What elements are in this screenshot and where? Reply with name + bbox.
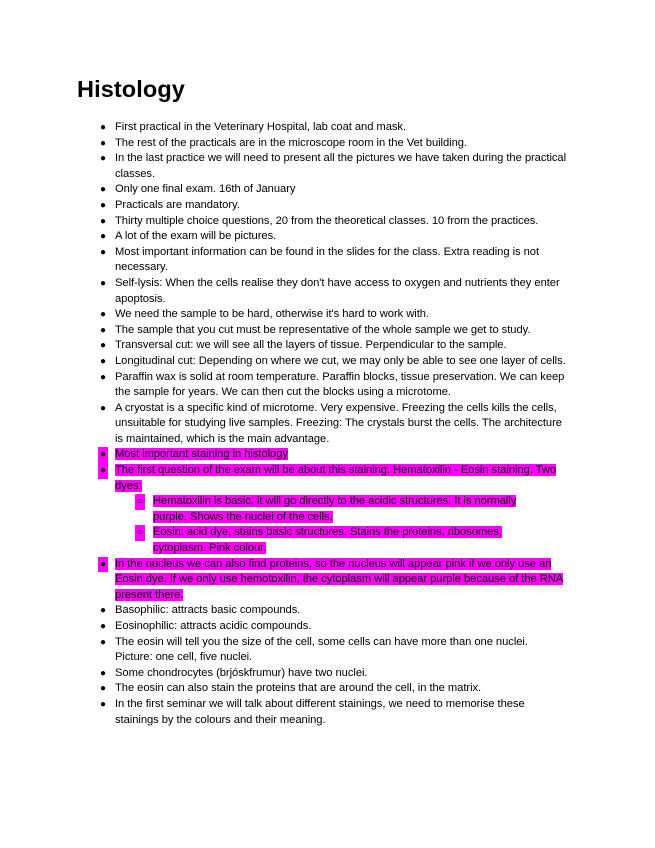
bullet-text: Most important staining in histology (115, 448, 288, 461)
bullet-item (0, 619, 567, 635)
bullet-icon: ● (100, 199, 106, 211)
bullet-item (0, 635, 567, 666)
bullet-text: A cryostat is a specific kind of microtome. Very expensive. Freezing the cells kills the cells, unsuitable for studying live samples. Freezing: The crystals burst the cells. The architecture is maintained, which is the main advantage. (115, 401, 562, 445)
bullet-icon: ● (98, 557, 108, 573)
bullet-text: A lot of the exam will be pictures. (115, 230, 277, 243)
bullet-text: Some chondrocytes (brjóskfrumur) have two nuclei. (115, 666, 368, 679)
bullet-text: In the first seminar we will talk about different stainings, we need to memorise these stainings by the colours and their meaning. (115, 697, 525, 726)
bullet-item (0, 666, 567, 682)
sub-bullet-icon: ○ (135, 494, 145, 510)
sub-bullet-text: Eosin: acid dye, stains basic structures. Stains the proteins, ribosomes, cytoplasm. Pink colour. (153, 526, 502, 555)
bullet-item (0, 697, 567, 728)
bullet-item (0, 557, 567, 604)
bullet-icon: ● (100, 184, 106, 196)
bullet-icon: ● (100, 605, 106, 617)
bullet-text: Eosinophilic: attracts acidic compounds. (115, 620, 312, 632)
bullet-item (0, 354, 567, 370)
bullet-item (0, 214, 567, 230)
bullet-text: The sample that you cut must be representative of the whole sample we get to study. (115, 323, 531, 336)
sub-bullet-item (115, 525, 525, 556)
bullet-icon: ● (100, 153, 106, 165)
bullet-icon: ● (100, 246, 106, 258)
bullet-text: Longitudinal cut: Depending on where we cut, we may only be able to see one layer of cells. (115, 354, 566, 367)
bullet-item (0, 603, 567, 619)
sub-bullet-item (115, 494, 525, 525)
bullet-text: First practical in the Veterinary Hospital, lab coat and mask. (115, 121, 407, 133)
bullet-icon: ● (100, 667, 106, 679)
bullet-item (0, 338, 567, 354)
bullet-item (0, 198, 567, 214)
bullet-text: Basophilic: attracts basic compounds. (115, 604, 301, 617)
bullet-icon: ● (100, 137, 106, 149)
sub-bullet-list (115, 494, 567, 556)
bullet-text: Thirty multiple choice questions, 20 from the theoretical classes. 10 from the practices. (115, 214, 539, 227)
bullet-text: The first question of the exam will be about this staining. Hematoxilin - Eosin staining. Two dyes: (115, 464, 557, 492)
bullet-icon: ● (100, 683, 106, 695)
bullet-item (0, 136, 567, 152)
bullet-item (0, 447, 567, 463)
bullet-item (0, 120, 567, 136)
bullet-text: The eosin can also stain the proteins that are around the cell, in the matrix. (115, 682, 482, 695)
bullet-icon: ● (100, 309, 106, 321)
bullet-icon: ● (100, 324, 106, 336)
bullet-item (0, 323, 567, 339)
bullet-icon: ● (100, 231, 106, 243)
bullet-icon: ● (100, 621, 106, 632)
bullet-text: In the last practice we will need to present all the pictures we have taken during the practical classes. (115, 152, 567, 180)
bullet-icon: ● (98, 447, 108, 463)
bullet-item (0, 245, 567, 276)
bullet-text: Paraffin wax is solid at room temperature. Paraffin blocks, tissue preservation. We can keep the sample for years. We can then cut the blocks using a microtome. (115, 370, 565, 399)
bullet-icon: ● (100, 402, 106, 414)
bullet-text: The eosin will tell you the size of the cell, some cells can have more than one nuclei. Picture: one cell, five nuclei. (115, 635, 528, 664)
bullet-item (0, 182, 567, 198)
bullet-text: Self-lysis: When the cells realise they don't have access to oxygen and nutrients they enter apoptosis. (115, 276, 560, 305)
bullet-text: We need the sample to be hard, otherwise it's hard to work with. (115, 308, 430, 321)
bullet-text: Most important information can be found in the slides for the class. Extra reading is not necessary. (115, 245, 540, 274)
bullet-item (0, 681, 567, 697)
bullet-icon: ● (100, 698, 106, 710)
bullet-icon: ● (100, 215, 106, 227)
sub-bullet-icon: ○ (135, 525, 145, 541)
bullet-list (0, 120, 655, 728)
sub-bullet-text: Hematoxilin is basic, it will go directly to the acidic structures. It is normally purple. Shows the nuclei of the cells. (153, 495, 517, 523)
bullet-item (0, 401, 567, 448)
bullet-icon: ● (100, 122, 106, 133)
bullet-item (0, 370, 567, 401)
bullet-item (0, 229, 567, 245)
bullet-text: Transversal cut: we will see all the layers of tissue. Perpendicular to the sample. (115, 339, 507, 352)
bullet-text: Only one final exam. 16th of January (115, 183, 296, 196)
bullet-icon: ● (100, 277, 106, 289)
bullet-text: The rest of the practicals are in the microscope room in the Vet building. (115, 136, 467, 149)
bullet-icon: ● (98, 463, 108, 479)
bullet-icon: ● (100, 355, 106, 367)
bullet-icon: ● (100, 636, 106, 648)
bullet-item (0, 276, 567, 307)
bullet-item (0, 151, 567, 182)
bullet-item (0, 463, 567, 557)
bullet-icon: ● (100, 371, 106, 383)
document-title: Histology (77, 76, 185, 102)
bullet-icon: ● (100, 340, 106, 352)
bullet-item (0, 307, 567, 323)
bullet-text: In the nucleus we can also find proteins, so the nucleus will appear pink if we only use an Eosin dye. If we only use hemotoxilin, the cytoplasm will appear purple because of the RNA present there. (115, 557, 564, 601)
bullet-text: Practicals are mandatory. (115, 198, 240, 211)
